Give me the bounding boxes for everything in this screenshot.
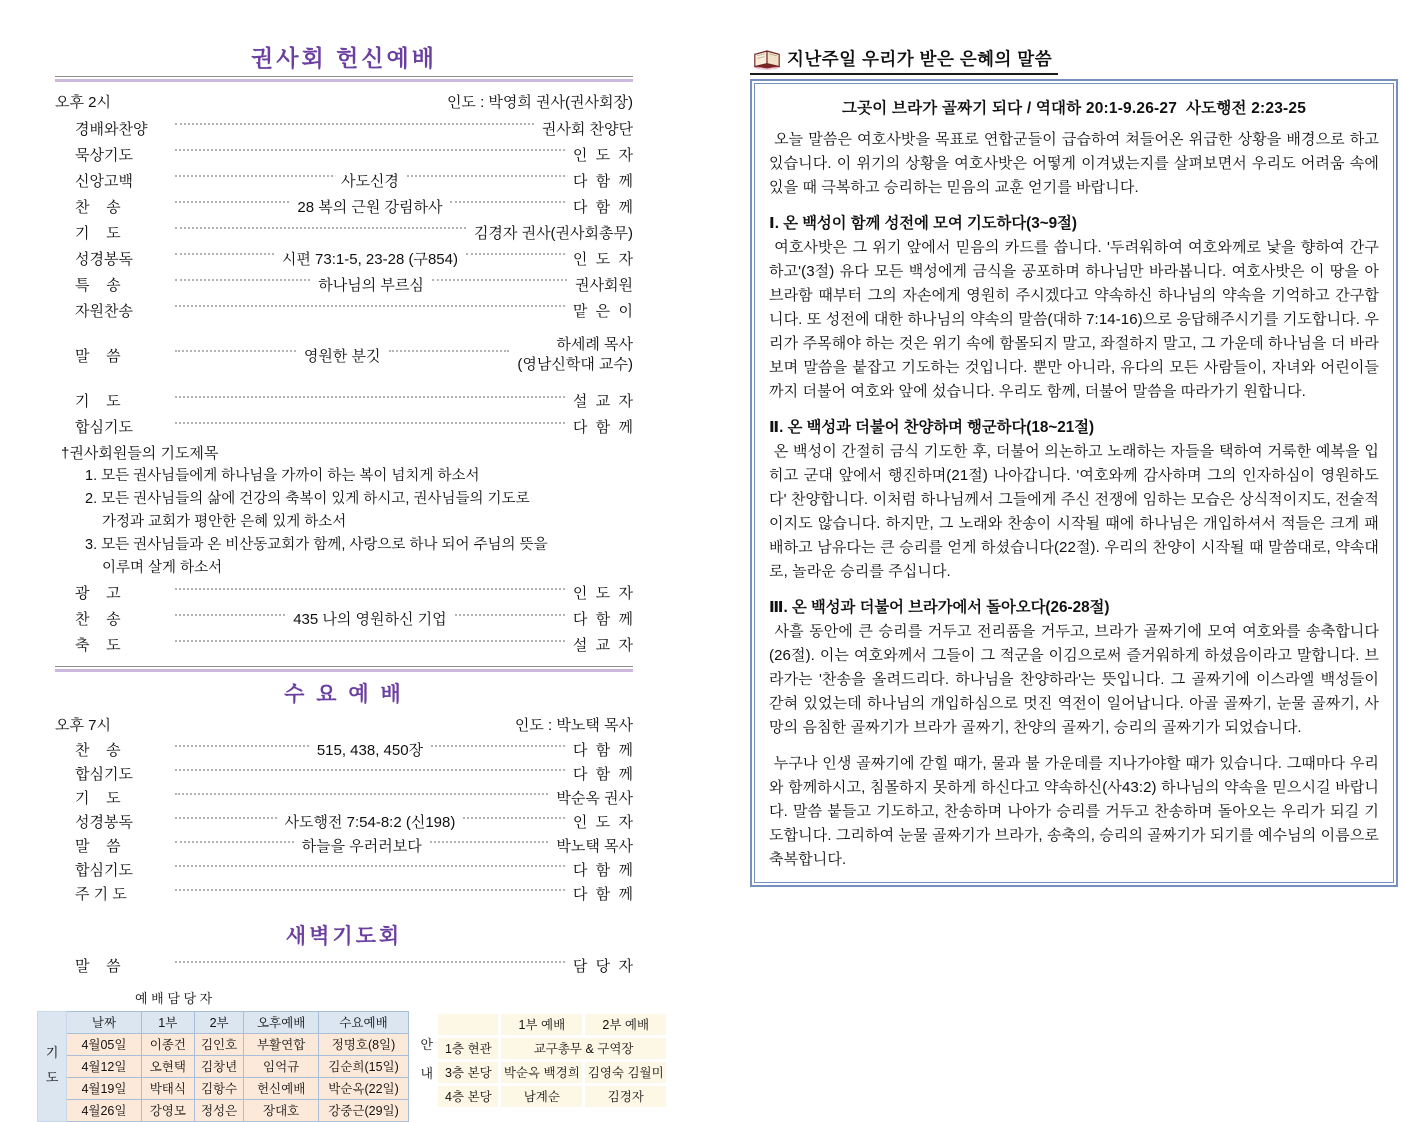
table-row: [38, 1099, 409, 1121]
person-line: 하세례 목사: [556, 336, 633, 353]
table-cell: 김창년: [194, 1055, 243, 1077]
table-side-label: 안 내: [418, 1014, 435, 1107]
service-row: [55, 786, 633, 810]
dotted-leader: [175, 640, 565, 642]
table-header-cell: 오후예배: [244, 1011, 319, 1033]
service-item-person: 다 함 께: [572, 611, 633, 628]
service-row: [55, 954, 633, 978]
service-row: [55, 167, 633, 193]
dotted-leader: [175, 305, 565, 307]
table-header-cell: 1부: [141, 1011, 194, 1033]
table-side-label: 기 도: [38, 1011, 67, 1121]
sermon-box: [750, 79, 1398, 887]
prayer-duty-table: [37, 1011, 409, 1122]
sermon-section: [769, 212, 1379, 404]
table-cell: 김경자: [585, 1086, 666, 1107]
table-cell: 4월05일: [67, 1033, 141, 1055]
worship1-title: 권사회 헌신예배: [251, 45, 437, 71]
worship2-order: [55, 711, 633, 906]
service-row: [55, 333, 633, 378]
service-leader: 인도 : 박노택 목사: [514, 716, 633, 734]
service-item-person: 박순옥 권사: [556, 790, 633, 807]
table-cell: 4월19일: [67, 1077, 141, 1099]
table-cell: 강영모: [141, 1099, 194, 1121]
dotted-leader: [407, 175, 565, 177]
table-header-cell: 날짜: [67, 1011, 141, 1033]
service-item-content: 하나님의 부르심: [318, 276, 424, 294]
worship2-time-row: [55, 711, 633, 738]
table-cell: 4월26일: [67, 1099, 141, 1121]
service-row: [55, 414, 633, 440]
service-item-person: 권사회원: [575, 276, 634, 294]
dotted-leader: [175, 175, 333, 177]
table-cell: 이종건: [141, 1033, 194, 1055]
service-leader: 인도 : 박영희 권사(권사회장): [446, 94, 633, 111]
dotted-leader: [175, 279, 310, 281]
service-item-person: 인 도 자: [572, 585, 633, 602]
dotted-leader: [175, 350, 296, 352]
service-row: [55, 245, 633, 271]
service-row: [55, 580, 633, 606]
table-header-cell: 2부 예배: [585, 1014, 666, 1035]
service-item-person: 다 함 께: [572, 886, 633, 903]
prayer-topic-line: 1. 모든 권사님들에게 하나님을 가까이 하는 복이 넘치게 하소서: [85, 467, 480, 484]
table-cell: 1층 현관: [438, 1038, 498, 1059]
service-row: [55, 882, 633, 906]
prayer-topics-list: [55, 465, 633, 580]
dotted-leader: [389, 350, 510, 352]
dotted-leader: [175, 865, 565, 867]
prayer-topic-line: 3. 모든 권사님들과 온 비산동교회가 함께, 사랑으로 하나 되어 주님의 뜻을: [85, 536, 548, 553]
service-item-person: 다 함 께: [572, 198, 633, 216]
table-header-row: [38, 1011, 409, 1033]
service-row: [55, 858, 633, 882]
left-page: [45, 40, 664, 1122]
table-cell: 4층 본당: [438, 1086, 498, 1107]
service-row: [55, 115, 633, 141]
prayer-topic-line: 가정과 교회가 평안한 은혜 있게 하소서: [102, 513, 347, 530]
service-item-label: 말 씀: [75, 958, 121, 975]
service-item-label: 신앙고백: [75, 172, 133, 190]
person-line: (영남신학대 교수): [517, 356, 633, 374]
service-item-label: 경배와찬양: [75, 120, 148, 138]
service-item-content: 시편 73:1-5, 23-28 (구854): [281, 250, 458, 268]
divider-rule: [55, 76, 633, 82]
prayer-topics-title: †권사회원들의 기도제목: [61, 444, 219, 462]
sermon-section-heading: Ⅰ. 온 백성이 함께 성전에 모여 기도하다(3~9절): [769, 215, 1078, 232]
dotted-leader: [175, 123, 534, 125]
duty-table-caption: 예 배 담 당 자: [135, 990, 213, 1006]
service-item-label: 주 기 도: [75, 886, 127, 903]
sermon-section: [769, 752, 1384, 872]
sermon-section: [769, 128, 1384, 200]
table-cell: 김항수: [194, 1077, 243, 1099]
table-cell: 장대호: [244, 1099, 319, 1121]
service-item-label: 합심기도: [75, 419, 133, 436]
table-cell: 남계순: [501, 1086, 582, 1107]
worship1-rows-a: [55, 115, 633, 440]
dotted-leader: [175, 227, 466, 229]
worship2-title: 수 요 예 배: [284, 682, 404, 706]
table-header-row: [418, 1014, 666, 1035]
dotted-leader: [455, 614, 565, 616]
table-row: [38, 1077, 409, 1099]
service-item-content: 28 복의 근원 강림하사: [297, 198, 443, 216]
dotted-leader: [175, 769, 565, 771]
service-item-content: 515, 438, 450장: [316, 742, 424, 759]
service-row: [55, 219, 633, 245]
service-row: [55, 606, 633, 632]
dotted-leader: [175, 793, 548, 795]
dotted-leader: [466, 253, 565, 255]
table-cell: 강중근(29일): [318, 1099, 408, 1121]
table-cell: 박순옥 백경희: [501, 1062, 582, 1083]
row-spacer: [55, 323, 633, 333]
service-item-person: 다 함 께: [572, 766, 633, 783]
service-time: 오후 2시: [55, 94, 111, 111]
service-item-person: 인 도 자: [572, 146, 633, 164]
service-row: [55, 388, 633, 414]
sermon-heading-text: 지난주일 우리가 받은 은혜의 말씀: [787, 49, 1053, 69]
service-row: [55, 193, 633, 219]
table-row: [38, 1055, 409, 1077]
service-row: [55, 762, 633, 786]
service-item-label: 기 도: [75, 224, 121, 242]
service-item-person: 다 함 께: [572, 862, 633, 879]
service-time: 오후 7시: [55, 716, 111, 734]
table-cell: 정성은: [194, 1099, 243, 1121]
service-item-person: 설 교 자: [572, 393, 633, 410]
dotted-leader: [432, 279, 567, 281]
service-item-label: 말 씀: [75, 838, 121, 855]
dotted-leader: [463, 817, 565, 819]
service-item-content: 사도신경: [340, 172, 399, 190]
sermon-section-heading: Ⅲ. 온 백성과 더불어 브라가에서 돌아오다(26-28절): [769, 599, 1110, 616]
service-item-person: 김경자 권사(권사회총무): [473, 224, 633, 242]
table-header-cell: 수요예배: [318, 1011, 408, 1033]
dotted-leader: [450, 201, 564, 203]
service-item-label: 합심기도: [75, 766, 133, 783]
table-cell: 부활연합: [244, 1033, 319, 1055]
sermon-heading: [750, 46, 1058, 75]
service-item-label: 성경봉독: [75, 814, 133, 831]
usher-guide-table: [415, 1011, 669, 1110]
dawn-prayer-title: 새벽기도회: [285, 924, 403, 948]
service-item-label: 특 송: [75, 276, 121, 294]
service-item-label: 찬 송: [75, 611, 121, 628]
dotted-leader: [431, 745, 565, 747]
worship1-order: [55, 88, 633, 658]
service-item-content: 사도행전 7:54-8:2 (신198): [284, 814, 456, 831]
sermon-section-body: 사흘 동안에 큰 승리를 거두고 전리품을 거두고, 브라가 골짜기에 모여 여호와를 송축합니다(26절). 이는 여호와께서 그들이 그 적군을 이김으로써 즐거워하게 하셨음이라고 말합니다. 브라가는 '찬송을 올려드리다. 하나님을 찬양하라'는 뜻입니다. 그 골짜기에 이스라엘 백성들이 갇혀 있었는데 하나님의 개입하심으로 멋진 역전이 일어납니다. 아골 골짜기, 눈물 골짜기, 사망의 음침한 골짜기가 브라가 골짜기, 찬양의 골짜기, 승리의 골짜기가 되었습니다.: [769, 623, 1384, 736]
service-row: [55, 834, 633, 858]
table-cell: 3층 본당: [438, 1062, 498, 1083]
service-item-person: [517, 333, 633, 378]
service-item-person: 인 도 자: [572, 814, 633, 831]
dotted-leader: [175, 961, 565, 963]
service-row: [55, 738, 633, 762]
sermon-section-body: 누구나 인생 골짜기에 갇힐 때가, 물과 불 가운데를 지나가야할 때가 있습니다. 그때마다 우리와 함께하시고, 침몰하지 못하게 하신다고 약속하신(사43:2) 하나님의 약속을 믿으시길 바랍니다. 말씀 붙들고 기도하고, 찬송하며 나아가 승리를 거두고 찬송하며 돌아오는 우리가 되길 기도합니다. 그리하여 눈물 골짜기가 브라가, 송축의, 승리의 골짜기가 되기를 예수님의 이름으로 축복합니다.: [769, 755, 1384, 868]
dotted-leader: [175, 841, 294, 843]
dotted-leader: [175, 422, 565, 424]
right-page: [750, 46, 1398, 887]
table-cell: 박태식: [141, 1077, 194, 1099]
service-item-content: 435 나의 영원하신 기업: [293, 611, 447, 628]
service-item-label: 기 도: [75, 393, 121, 410]
dotted-leader: [430, 841, 549, 843]
table-row: [418, 1086, 666, 1107]
service-row: [55, 632, 633, 658]
service-item-label: 말 씀: [75, 347, 121, 365]
dotted-leader: [175, 817, 277, 819]
service-item-person: 박노택 목사: [556, 838, 633, 855]
service-item-label: 성경봉독: [75, 250, 133, 268]
table-cell: 박순옥(22일): [318, 1077, 408, 1099]
table-cell: 김인호: [194, 1033, 243, 1055]
service-item-label: 기 도: [75, 790, 121, 807]
service-item-content: 하늘을 우러러보다: [301, 838, 422, 855]
table-cell: 오현택: [141, 1055, 194, 1077]
table-cell: 김영숙 김월미: [585, 1062, 666, 1083]
open-book-icon: [752, 47, 782, 71]
dotted-leader: [175, 745, 309, 747]
divider-rule: [55, 666, 633, 672]
service-item-label: 찬 송: [75, 198, 121, 216]
table-row: [418, 1062, 666, 1083]
table-row: [38, 1033, 409, 1055]
service-item-person: 권사회 찬양단: [541, 120, 633, 138]
table-cell: 임억규: [244, 1055, 319, 1077]
table-header-cell: 1부 예배: [501, 1014, 582, 1035]
service-item-label: 묵상기도: [75, 146, 133, 164]
dotted-leader: [175, 588, 565, 590]
sermon-section-heading: Ⅱ. 온 백성과 더불어 찬양하며 행군하다(18~21절): [769, 419, 1095, 436]
sermon-box-inner: [754, 83, 1394, 883]
service-row: [55, 271, 633, 297]
sermon-section-body: 여호사밧은 그 위기 앞에서 믿음의 카드를 씁니다. '두려워하여 여호와께로 낯을 향하여 간구하고'(3절) 유다 모든 백성에게 금식을 공포하며 하나님만 바라봅니다. 여호사밧은 이 땅을 아브라함 때부터 그의 자손에게 영원히 주시겠다고 약속하신 하나님의 약속을 기억하고 간구합니다. 또 성전에 대한 하나님의 약속의 말씀(대하 7:14-16)으로 응답해주시기를 기도합니다. 우리가 주목해야 하는 것은 위기 속에 함몰되지 말고, 좌절하지 말고, 그 가운데 하나님을 더 바라보며 말씀을 붙잡고 기도하는 것입니다. 뿐만 아니라, 유다의 모든 사람들이, 자녀와 어린이들까지 더불어 여호와 앞에 섰습니다. 우리도 함께, 더불어 말씀을 따라가기 원합니다.: [769, 239, 1379, 400]
table-cell: 헌신예배: [244, 1077, 319, 1099]
table-cell: 교구총무 & 구역장: [501, 1038, 666, 1059]
table-header-cell: [438, 1014, 498, 1035]
worship1-rows-b: [55, 580, 633, 658]
duty-tables: [37, 1011, 669, 1122]
dawn-rows: [55, 954, 633, 978]
dotted-leader: [175, 396, 565, 398]
service-row: [55, 297, 633, 323]
table-row: [418, 1038, 666, 1059]
dotted-leader: [175, 614, 285, 616]
service-item-person: 설 교 자: [572, 637, 633, 654]
sermon-section: [769, 596, 1384, 740]
dotted-leader: [175, 253, 274, 255]
dawn-order: [55, 954, 633, 978]
service-row: [55, 810, 633, 834]
row-spacer: [55, 378, 633, 388]
service-item-label: 찬 송: [75, 742, 121, 759]
service-item-label: 자원찬송: [75, 302, 133, 320]
service-item-person: 다 함 께: [572, 172, 634, 190]
worship2-rows: [55, 738, 633, 906]
dotted-leader: [175, 889, 565, 891]
dotted-leader: [175, 201, 289, 203]
service-row: [55, 141, 633, 167]
table-header-cell: 2부: [194, 1011, 243, 1033]
service-item-person: 맡 은 이: [572, 302, 633, 320]
sermon-section: [769, 416, 1379, 584]
service-item-label: 광 고: [75, 585, 121, 602]
service-item-person: 인 도 자: [572, 250, 634, 268]
prayer-topic-line: 2. 모든 권사님들의 삶에 건강의 축복이 있게 하시고, 권사님들의 기도로: [85, 490, 530, 507]
service-item-label: 합심기도: [75, 862, 133, 879]
sermon-sections: [769, 128, 1384, 872]
service-item-content: 영원한 분깃: [303, 347, 381, 365]
service-item-person: 담 당 자: [572, 958, 633, 975]
sermon-section-body: 오늘 말씀은 여호사밧을 목표로 연합군들이 급습하여 쳐들어온 위급한 상황을 배경으로 하고 있습니다. 이 위기의 상황을 여호사밧은 어떻게 이겨냈는지를 살펴보면서 우리도 어려움 속에 있을 때 극복하고 승리하는 믿음의 교훈 얻기를 바랍니다.: [769, 131, 1384, 196]
service-item-label: 축 도: [75, 637, 121, 654]
service-item-person: 다 함 께: [572, 419, 633, 436]
prayer-topic-line: 이루며 살게 하소서: [102, 559, 223, 576]
table-cell: 김순희(15일): [318, 1055, 408, 1077]
service-item-person: 다 함 께: [572, 742, 634, 759]
worship1-time-row: [55, 88, 633, 115]
table-cell: 4월12일: [67, 1055, 141, 1077]
sermon-title: 그곳이 브라가 골짜기 되다 / 역대하 20:1-9.26-27 사도행전 2:23-25: [841, 100, 1307, 117]
table-cell: 정명호(8일): [318, 1033, 408, 1055]
dotted-leader: [175, 149, 565, 151]
sermon-section-body: 온 백성이 간절히 금식 기도한 후, 더불어 의논하고 노래하는 자들을 택하여 거룩한 예복을 입히고 군대 앞에서 행진하며(21절) 나아갑니다. '여호와께 감사하며 그의 인자하심이 영원하도다' 찬양합니다. 이처럼 하나님께서 그들에게 주신 전쟁에 임하는 모습은 상식적이지도, 전술적이지도 않습니다. 하지만, 그 노래와 찬송이 시작될 때에 하나님은 개입하셔서 적들은 크게 패배하고 남유다는 큰 승리를 얻게 하셨습니다(22절). 우리의 찬양이 시작될 때 말씀대로, 약속대로, 놀라운 승리를 주십니다.: [769, 443, 1379, 580]
